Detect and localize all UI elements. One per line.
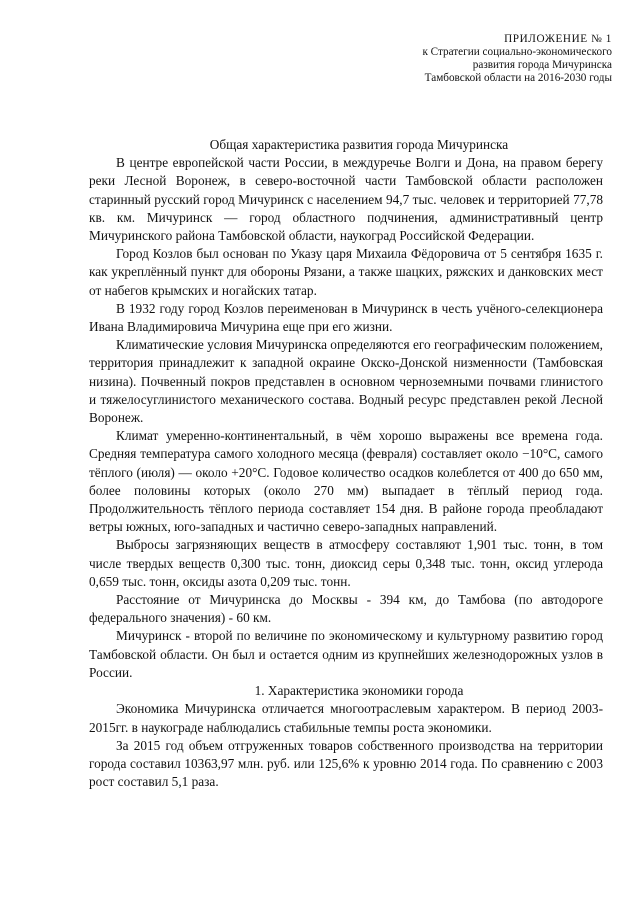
appendix-line: Тамбовской области на 2016-2030 годы bbox=[424, 72, 612, 84]
paragraph: Выбросы загрязняющих веществ в атмосферу составляют 1,901 тыс. тонн, в том числе твердых веществ 0,300 тыс. тонн, диоксид серы 0,348 тыс. тонн, оксид углерода 0,659 тыс. тонн, оксиды азота 0,209 тыс. тонн. bbox=[89, 537, 603, 589]
paragraph: Расстояние от Мичуринска до Москвы - 394 км, до Тамбова (по автодороге федерального значения) - 60 км. bbox=[89, 592, 603, 626]
paragraph: За 2015 год объем отгруженных товаров собственного производства на территории города составил 10363,97 млн. руб. или 125,6% к уровню 2014 года. По сравнению с 2003 рост составил 5,1 раза. bbox=[89, 737, 603, 790]
paragraph: В центре европейской части России, в междуречье Волги и Дона, на правом берегу реки Лесной Воронеж, в северо-восточной части Тамбовской области расположен старинный русский город Мичуринск с населением 94,7 тыс. человек и территорией 77,78 кв. км. Мичуринск — город областного подчинения, административный центр Мичуринского района Тамбовской области, наукоград Российской Федерации. bbox=[89, 155, 603, 244]
paragraph: Мичуринск - второй по величине по экономическому и культурному развитию город Тамбовской области. Он был и остается одним из крупнейших железнодорожных узлов в России. bbox=[89, 628, 603, 680]
appendix-line: к Стратегии социально-экономического bbox=[422, 46, 612, 58]
section-heading: 1. Характеристика экономики города bbox=[254, 683, 464, 699]
appendix-line: развития города Мичуринска bbox=[472, 59, 612, 71]
document-body bbox=[89, 136, 603, 791]
paragraph: В 1932 году город Козлов переименован в Мичуринск в честь учёного-селекционера Ивана Владимировича Мичурина еще при его жизни. bbox=[89, 300, 603, 335]
appendix-title: ПРИЛОЖЕНИЕ № 1 bbox=[504, 33, 612, 45]
paragraph: Климатические условия Мичуринска определяются его географическим положением, территория принадлежит к западной окраине Окско-Донской низменности (Тамбовская низина). Почвенный покров представлен в основном черноземными почвами глинистого и тяжелосуглинистого механического состава. Водный ресурс представлен рекой Лесной Воронеж. bbox=[89, 337, 603, 426]
paragraph: Климат умеренно-континентальный, в чём хорошо выражены все времена года. Средняя температура самого холодного месяца (февраля) составляет около −10°C, самого тёплого (июля) — около +20°C. Годовое количество осадков колеблется от 400 до 650 мм, более половины которых (около 270 мм) выпадает в тёплый период года. Продолжительность тёплого периода составляет 154 дня. В районе города преобладают ветры южных, юго-западных и частично северо-западных направлений. bbox=[89, 428, 603, 535]
paragraph: Город Козлов был основан по Указу царя Михаила Фёдоровича от 5 сентября 1635 г. как укреплённый пункт для обороны Рязани, а также шацких, ряжских и данковских мест от набегов крымских и ногайских татар. bbox=[89, 246, 603, 298]
paragraph: Экономика Мичуринска отличается многоотраслевым характером. В период 2003-2015гг. в наукограде наблюдались стабильные темпы роста экономики. bbox=[89, 701, 603, 735]
appendix-header bbox=[422, 33, 612, 85]
main-heading: Общая характеристика развития города Мичуринска bbox=[209, 137, 509, 152]
